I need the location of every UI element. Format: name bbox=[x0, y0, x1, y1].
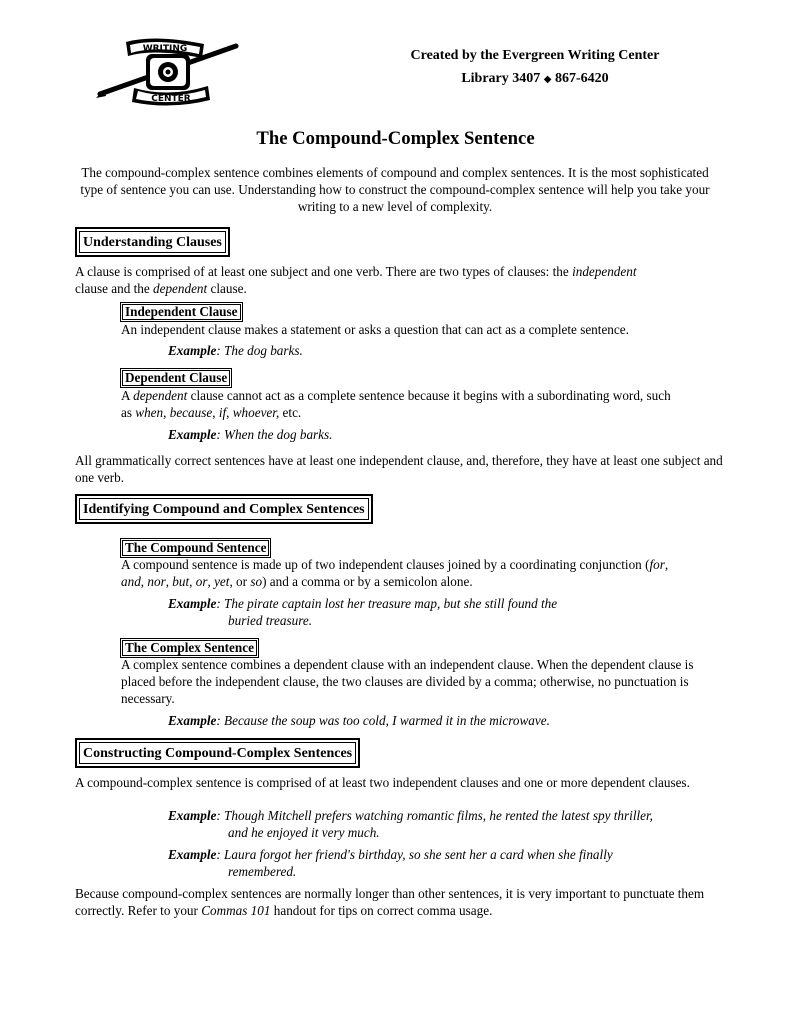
subheading-text: Dependent Clause bbox=[122, 370, 230, 386]
compound-sentence-text bbox=[121, 556, 731, 590]
compound-complex-paragraph: A compound-complex sentence is comprised of at least two independent clauses and one or more dependent clauses. bbox=[75, 775, 690, 790]
logo-bottom-text: CENTER bbox=[151, 94, 191, 104]
text-run-italic: dependent bbox=[133, 388, 188, 403]
example-text: : When the dog barks. bbox=[216, 427, 333, 442]
example-label: Example bbox=[168, 847, 217, 862]
text-run-italic: but bbox=[172, 574, 190, 589]
text-run-italic: when bbox=[135, 405, 164, 420]
section-heading-constructing bbox=[75, 738, 360, 768]
text-run: A bbox=[121, 388, 134, 403]
text-run: A clause is comprised of at least one subject and one verb. There are two types of clauses: the bbox=[75, 264, 573, 279]
credit-line-1: Created by the Evergreen Writing Center bbox=[410, 48, 660, 63]
text-run-italic: for bbox=[649, 557, 665, 572]
text-run: , bbox=[226, 405, 233, 420]
compound-complex-example-1 bbox=[168, 807, 653, 841]
independent-clause-text: An independent clause makes a statement or asks a question that can act as a complete sentence. bbox=[121, 322, 629, 337]
example-text: and he enjoyed it very much. bbox=[228, 825, 380, 840]
closing-paragraph bbox=[75, 885, 715, 919]
complex-sentence-text: A complex sentence combines a dependent clause with an independent clause. When the dependent clause is placed before the independent clause, the two clauses are divided by a comma; otherwise, no punctuation is necessary. bbox=[121, 657, 694, 706]
subheading-compound-sentence bbox=[120, 538, 271, 558]
section-heading-text: Identifying Compound and Complex Sentences bbox=[79, 498, 369, 520]
subheading-independent-clause bbox=[120, 302, 243, 322]
dependent-clause-text bbox=[121, 387, 731, 421]
text-run: , or bbox=[229, 574, 251, 589]
text-run: ) and a comma or by a semicolon alone. bbox=[262, 574, 473, 589]
text-run: as bbox=[121, 405, 136, 420]
example-text: remembered. bbox=[228, 864, 297, 879]
section-heading-identifying bbox=[75, 494, 373, 524]
example-label: Example bbox=[168, 427, 217, 442]
text-run-italic: or bbox=[195, 574, 208, 589]
text-run: , bbox=[140, 574, 148, 589]
text-run: etc. bbox=[279, 405, 302, 420]
example-label: Example bbox=[168, 713, 217, 728]
text-run-italic: if bbox=[218, 405, 227, 420]
section-heading-text: Understanding Clauses bbox=[79, 231, 226, 253]
example-label: Example bbox=[168, 343, 217, 358]
text-run: handout for tips on correct comma usage. bbox=[270, 903, 493, 918]
writing-center-logo bbox=[94, 36, 240, 106]
independent-example bbox=[168, 342, 303, 359]
text-run: , bbox=[212, 405, 219, 420]
compound-example bbox=[168, 595, 557, 629]
clauses-paragraph bbox=[75, 263, 725, 297]
text-run: , bbox=[163, 405, 170, 420]
example-text: : The pirate captain lost her treasure map, but she still found the bbox=[216, 596, 558, 611]
phone-number: 867-6420 bbox=[554, 71, 609, 86]
complex-example bbox=[168, 712, 550, 729]
text-run-italic: so bbox=[250, 574, 263, 589]
credit-line-2 bbox=[370, 71, 700, 87]
text-run: , bbox=[189, 574, 196, 589]
text-run: clause and the bbox=[75, 281, 153, 296]
example-label: Example bbox=[168, 808, 217, 823]
page-title: The Compound-Complex Sentence bbox=[256, 128, 535, 149]
section-heading-clauses bbox=[75, 227, 230, 257]
section-heading-text: Constructing Compound-Complex Sentences bbox=[79, 742, 356, 764]
example-text: : The dog barks. bbox=[216, 343, 303, 358]
text-run: clause. bbox=[207, 281, 247, 296]
text-run: , bbox=[165, 574, 173, 589]
library-location: Library 3407 bbox=[461, 71, 541, 86]
example-text: : Because the soup was too cold, I warmed it in the microwave. bbox=[216, 713, 550, 728]
subheading-complex-sentence bbox=[120, 638, 259, 658]
dependent-example bbox=[168, 426, 332, 443]
text-run: , bbox=[207, 574, 215, 589]
text-run: A compound sentence is made up of two independent clauses joined by a coordinating conjunction ( bbox=[121, 557, 650, 572]
subheading-dependent-clause bbox=[120, 368, 232, 388]
example-label: Example bbox=[168, 596, 217, 611]
subheading-text: Independent Clause bbox=[122, 304, 241, 320]
logo-top-text: WRITING bbox=[142, 44, 188, 54]
diamond-separator-icon: ◆ bbox=[543, 74, 552, 85]
text-run-italic: independent bbox=[572, 264, 637, 279]
example-text: : Laura forgot her friend's birthday, so she sent her a card when she finally bbox=[216, 847, 613, 862]
example-text: buried treasure. bbox=[228, 613, 312, 628]
text-run-italic: whoever, bbox=[232, 405, 280, 420]
text-run-italic: nor bbox=[147, 574, 166, 589]
commas-101-reference: Commas 101 bbox=[201, 903, 271, 918]
compound-complex-example-2 bbox=[168, 846, 613, 880]
pen-logo-icon bbox=[94, 36, 240, 106]
subheading-text: The Complex Sentence bbox=[122, 640, 257, 656]
text-run: , bbox=[664, 557, 669, 572]
text-run-italic: and bbox=[121, 574, 141, 589]
intro-paragraph: The compound-complex sentence combines elements of compound and complex sentences. It is the most sophisticated type of sentence you can use. Understanding how to construct the compound-complex sentence will help you take your writing to a new level of complexity. bbox=[80, 165, 710, 214]
clauses-closing-paragraph: All grammatically correct sentences have at least one independent clause, and, therefore, they have at least one subject and one verb. bbox=[75, 453, 723, 485]
text-run-italic: because bbox=[169, 405, 213, 420]
subheading-text: The Compound Sentence bbox=[122, 540, 269, 556]
text-run-italic: yet bbox=[214, 574, 230, 589]
text-run: Because compound-complex sentences are normally longer than other sentences, it is very important to punctuate them correctly. Refer to your bbox=[75, 886, 705, 918]
text-run: clause cannot act as a complete sentence because it begins with a subordinating word, such bbox=[187, 388, 671, 403]
example-text: : Though Mitchell prefers watching romantic films, he rented the latest spy thriller, bbox=[216, 808, 653, 823]
text-run-italic: dependent bbox=[153, 281, 208, 296]
